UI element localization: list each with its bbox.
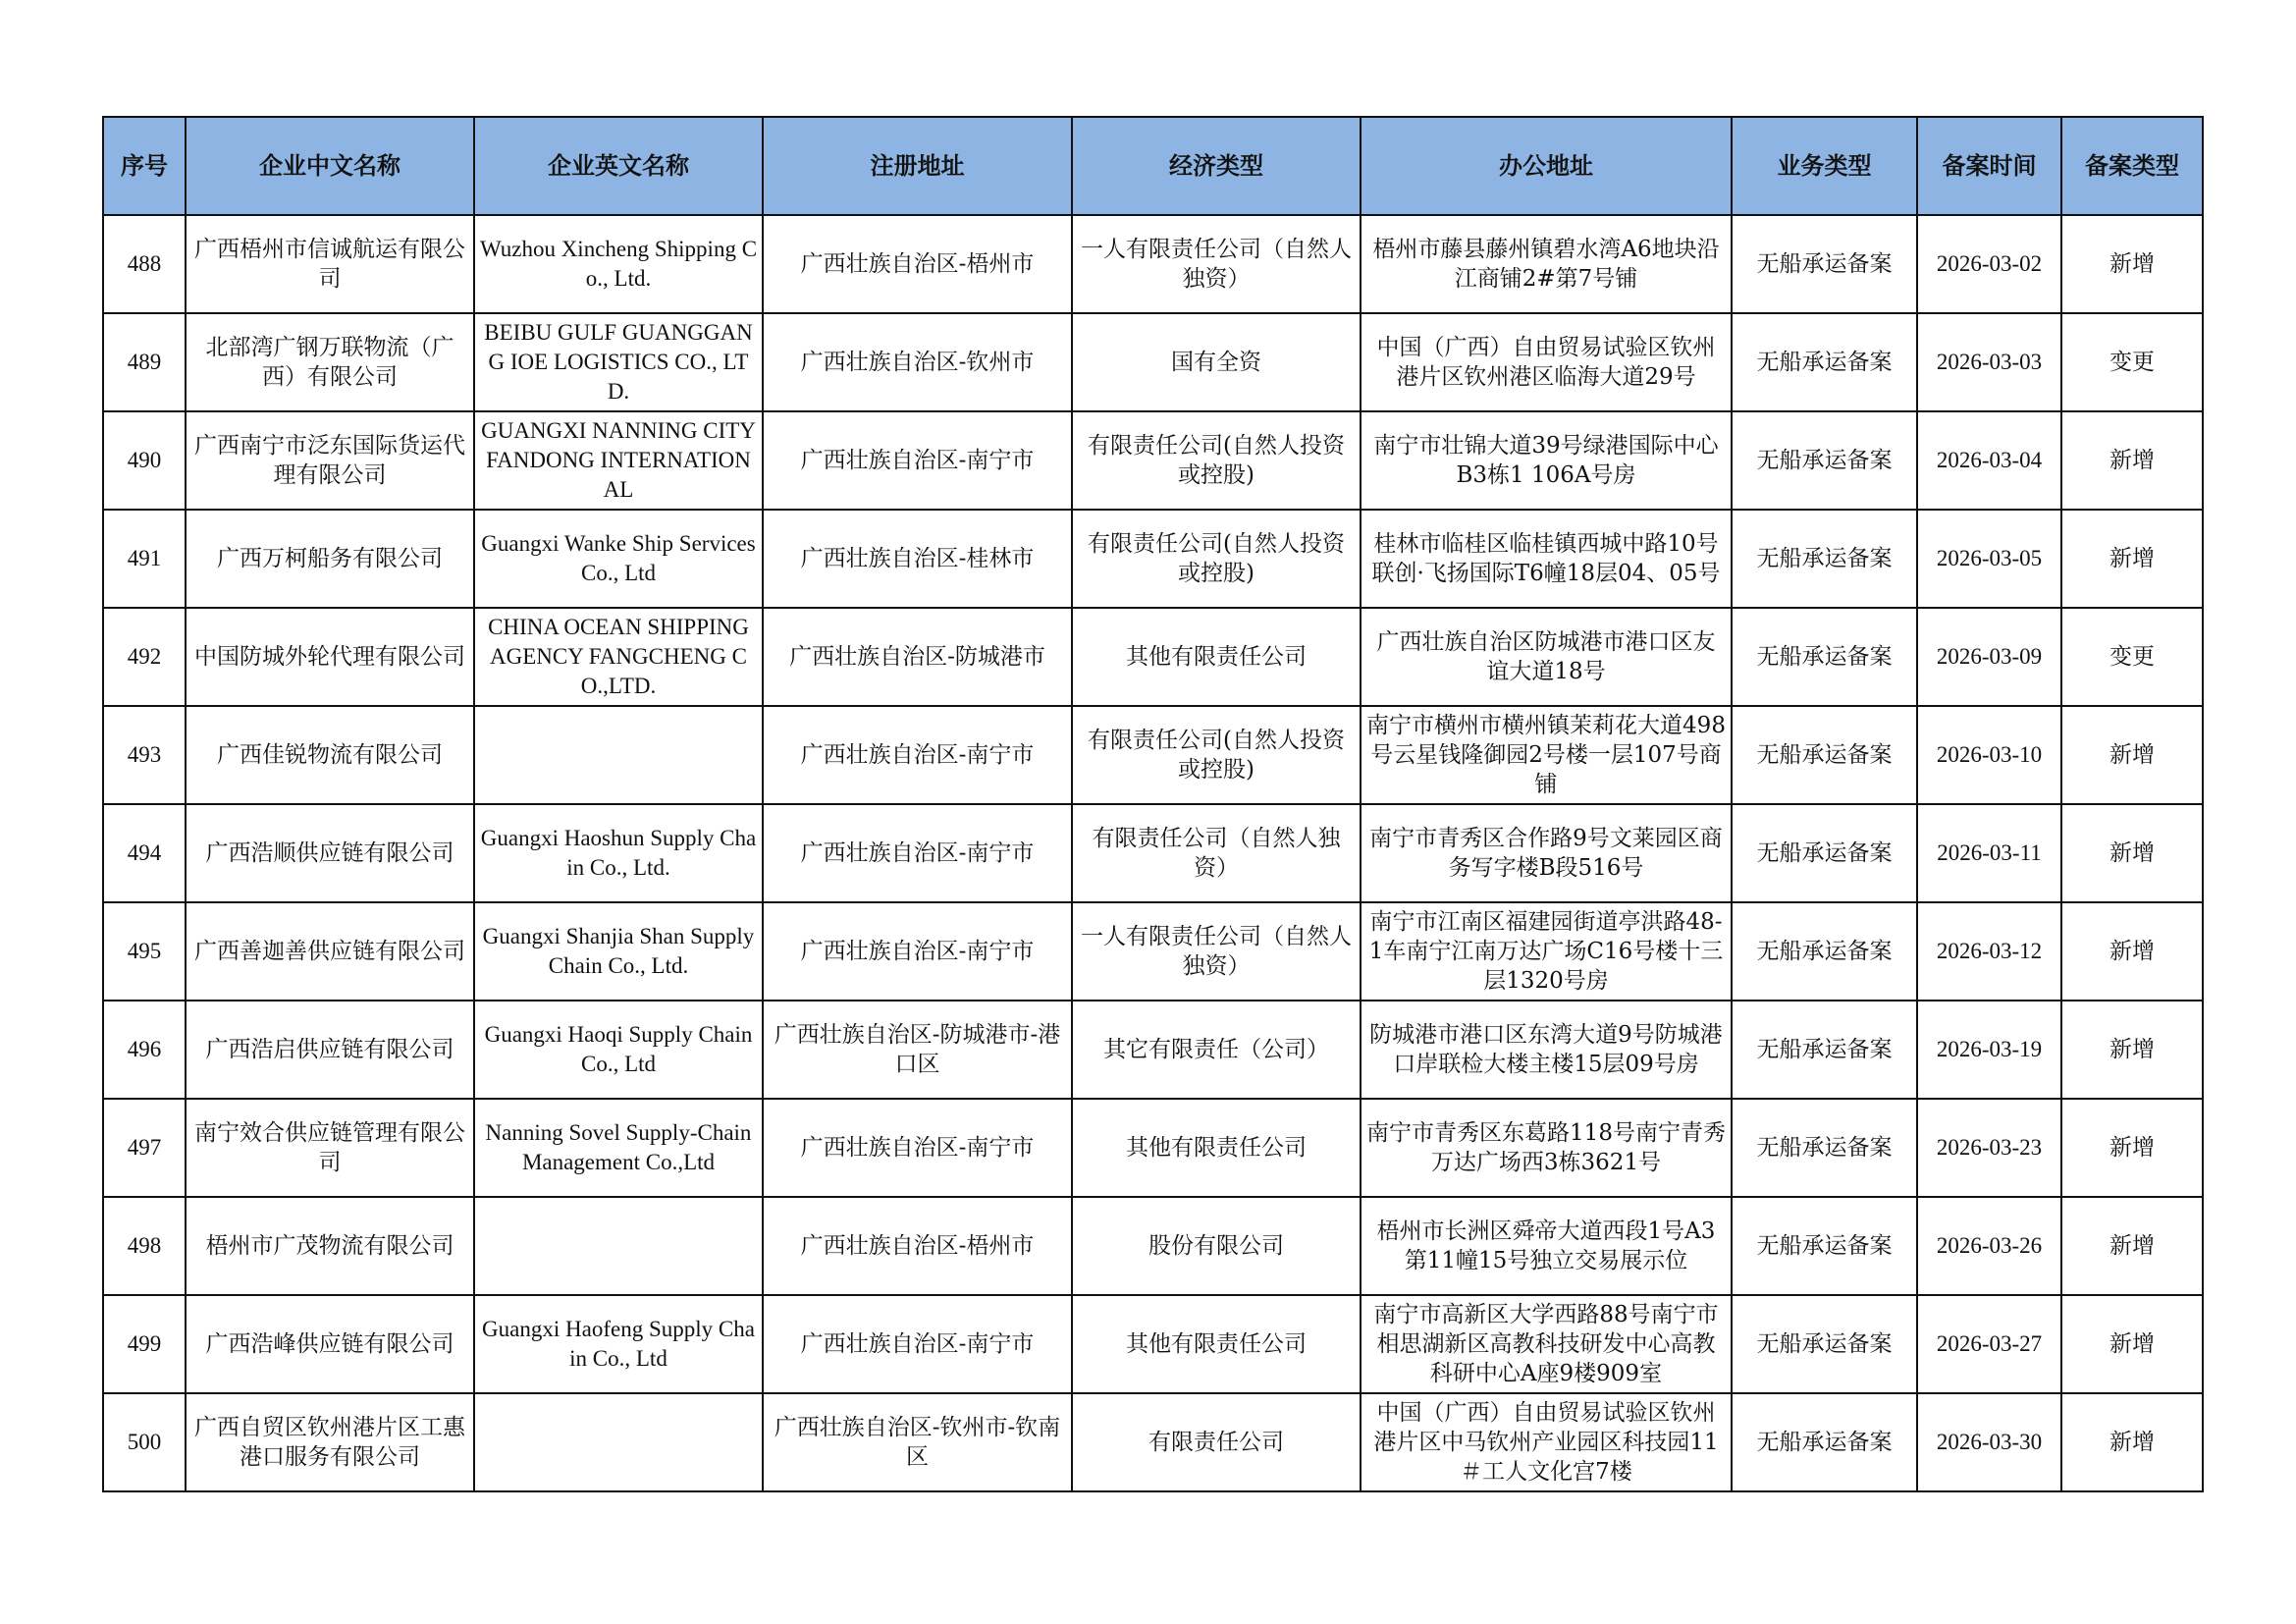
- cell-filing-date: 2026-03-30: [1917, 1393, 2061, 1491]
- cell-business-type: 无船承运备案: [1732, 510, 1917, 608]
- table-row: [103, 608, 2203, 706]
- cell-company-cn: 广西佳锐物流有限公司: [186, 706, 474, 804]
- cell-economic-type: 一人有限责任公司（自然人独资）: [1072, 215, 1361, 313]
- cell-office-address: 南宁市青秀区合作路9号文莱园区商务写字楼B段516号: [1361, 804, 1732, 902]
- cell-index: 490: [103, 411, 186, 510]
- cell-company-en: Guangxi Haoshun Supply Chain Co., Ltd.: [474, 804, 763, 902]
- cell-registered-address: 广西壮族自治区-梧州市: [763, 1197, 1072, 1295]
- cell-business-type: 无船承运备案: [1732, 1295, 1917, 1393]
- cell-filing-date: 2026-03-27: [1917, 1295, 2061, 1393]
- cell-index: 495: [103, 902, 186, 1001]
- header-filing-date: 备案时间: [1917, 117, 2061, 215]
- cell-registered-address: 广西壮族自治区-南宁市: [763, 1099, 1072, 1197]
- cell-filing-date: 2026-03-10: [1917, 706, 2061, 804]
- cell-index: 494: [103, 804, 186, 902]
- cell-company-cn: 南宁效合供应链管理有限公司: [186, 1099, 474, 1197]
- cell-business-type: 无船承运备案: [1732, 1001, 1917, 1099]
- cell-office-address: 南宁市江南区福建园街道亭洪路48-1车南宁江南万达广场C16号楼十三层1320号房: [1361, 902, 1732, 1001]
- table-row: [103, 706, 2203, 804]
- cell-filing-date: 2026-03-11: [1917, 804, 2061, 902]
- cell-filing-type: 新增: [2061, 1393, 2203, 1491]
- cell-economic-type: 其他有限责任公司: [1072, 1099, 1361, 1197]
- cell-economic-type: 国有全资: [1072, 313, 1361, 411]
- cell-economic-type: 其他有限责任公司: [1072, 608, 1361, 706]
- cell-filing-date: 2026-03-26: [1917, 1197, 2061, 1295]
- cell-filing-type: 变更: [2061, 313, 2203, 411]
- cell-index: 496: [103, 1001, 186, 1099]
- cell-filing-date: 2026-03-05: [1917, 510, 2061, 608]
- cell-index: 489: [103, 313, 186, 411]
- cell-office-address: 中国（广西）自由贸易试验区钦州港片区钦州港区临海大道29号: [1361, 313, 1732, 411]
- table-row: [103, 215, 2203, 313]
- cell-business-type: 无船承运备案: [1732, 215, 1917, 313]
- cell-company-cn: 广西自贸区钦州港片区工惠港口服务有限公司: [186, 1393, 474, 1491]
- cell-company-cn: 广西善迦善供应链有限公司: [186, 902, 474, 1001]
- cell-filing-type: 新增: [2061, 1099, 2203, 1197]
- cell-company-en: CHINA OCEAN SHIPPING AGENCY FANGCHENG CO.,LTD.: [474, 608, 763, 706]
- cell-company-cn: 广西浩启供应链有限公司: [186, 1001, 474, 1099]
- header-row: [103, 117, 2203, 215]
- cell-company-cn: 广西南宁市泛东国际货运代理有限公司: [186, 411, 474, 510]
- table-row: [103, 313, 2203, 411]
- cell-office-address: 防城港市港口区东湾大道9号防城港口岸联检大楼主楼15层09号房: [1361, 1001, 1732, 1099]
- cell-office-address: 南宁市青秀区东葛路118号南宁青秀万达广场西3栋3621号: [1361, 1099, 1732, 1197]
- table-row: [103, 1295, 2203, 1393]
- cell-economic-type: 一人有限责任公司（自然人独资）: [1072, 902, 1361, 1001]
- cell-filing-type: 新增: [2061, 1295, 2203, 1393]
- cell-business-type: 无船承运备案: [1732, 1393, 1917, 1491]
- cell-company-cn: 广西浩峰供应链有限公司: [186, 1295, 474, 1393]
- cell-filing-type: 新增: [2061, 1197, 2203, 1295]
- cell-economic-type: 有限责任公司(自然人投资或控股): [1072, 706, 1361, 804]
- cell-business-type: 无船承运备案: [1732, 313, 1917, 411]
- cell-office-address: 南宁市高新区大学西路88号南宁市相思湖新区高教科技研发中心高教科研中心A座9楼909室: [1361, 1295, 1732, 1393]
- cell-company-en: Guangxi Haoqi Supply Chain Co., Ltd: [474, 1001, 763, 1099]
- header-office-address: 办公地址: [1361, 117, 1732, 215]
- cell-index: 500: [103, 1393, 186, 1491]
- table-body: [103, 215, 2203, 1491]
- cell-economic-type: 其他有限责任公司: [1072, 1295, 1361, 1393]
- cell-company-cn: 广西万柯船务有限公司: [186, 510, 474, 608]
- cell-company-en: Guangxi Wanke Ship Services Co., Ltd: [474, 510, 763, 608]
- header-filing-type: 备案类型: [2061, 117, 2203, 215]
- cell-business-type: 无船承运备案: [1732, 608, 1917, 706]
- table-row: [103, 411, 2203, 510]
- cell-filing-date: 2026-03-03: [1917, 313, 2061, 411]
- cell-filing-type: 新增: [2061, 411, 2203, 510]
- cell-registered-address: 广西壮族自治区-南宁市: [763, 1295, 1072, 1393]
- cell-office-address: 中国（广西）自由贸易试验区钦州港片区中马钦州产业园区科技园11＃工人文化宫7楼: [1361, 1393, 1732, 1491]
- cell-company-en: Nanning Sovel Supply-Chain Management Co.,Ltd: [474, 1099, 763, 1197]
- cell-index: 498: [103, 1197, 186, 1295]
- header-economic-type: 经济类型: [1072, 117, 1361, 215]
- cell-filing-date: 2026-03-02: [1917, 215, 2061, 313]
- cell-index: 491: [103, 510, 186, 608]
- cell-company-cn: 中国防城外轮代理有限公司: [186, 608, 474, 706]
- cell-economic-type: 有限责任公司(自然人投资或控股): [1072, 411, 1361, 510]
- cell-index: 488: [103, 215, 186, 313]
- header-business-type: 业务类型: [1732, 117, 1917, 215]
- table-row: [103, 902, 2203, 1001]
- cell-index: 492: [103, 608, 186, 706]
- cell-registered-address: 广西壮族自治区-梧州市: [763, 215, 1072, 313]
- cell-filing-type: 新增: [2061, 510, 2203, 608]
- cell-registered-address: 广西壮族自治区-南宁市: [763, 804, 1072, 902]
- table-row: [103, 1393, 2203, 1491]
- cell-economic-type: 有限责任公司: [1072, 1393, 1361, 1491]
- filing-table: [102, 116, 2204, 1492]
- cell-business-type: 无船承运备案: [1732, 902, 1917, 1001]
- cell-registered-address: 广西壮族自治区-钦州市-钦南区: [763, 1393, 1072, 1491]
- cell-office-address: 南宁市壮锦大道39号绿港国际中心B3栋1 106A号房: [1361, 411, 1732, 510]
- cell-filing-type: 新增: [2061, 804, 2203, 902]
- cell-index: 497: [103, 1099, 186, 1197]
- cell-office-address: 桂林市临桂区临桂镇西城中路10号联创·飞扬国际T6幢18层04、05号: [1361, 510, 1732, 608]
- cell-office-address: 南宁市横州市横州镇茉莉花大道498号云星钱隆御园2号楼一层107号商铺: [1361, 706, 1732, 804]
- cell-filing-type: 变更: [2061, 608, 2203, 706]
- table-row: [103, 1001, 2203, 1099]
- cell-company-en: Wuzhou Xincheng Shipping Co., Ltd.: [474, 215, 763, 313]
- header-index: 序号: [103, 117, 186, 215]
- cell-company-cn: 广西梧州市信诚航运有限公司: [186, 215, 474, 313]
- header-company-en: 企业英文名称: [474, 117, 763, 215]
- cell-registered-address: 广西壮族自治区-南宁市: [763, 411, 1072, 510]
- cell-economic-type: 其它有限责任（公司）: [1072, 1001, 1361, 1099]
- cell-business-type: 无船承运备案: [1732, 706, 1917, 804]
- cell-office-address: 广西壮族自治区防城港市港口区友谊大道18号: [1361, 608, 1732, 706]
- cell-business-type: 无船承运备案: [1732, 804, 1917, 902]
- cell-office-address: 梧州市长洲区舜帝大道西段1号A3第11幢15号独立交易展示位: [1361, 1197, 1732, 1295]
- cell-company-en: BEIBU GULF GUANGGANG IOE LOGISTICS CO., LTD.: [474, 313, 763, 411]
- cell-company-cn: 北部湾广钢万联物流（广西）有限公司: [186, 313, 474, 411]
- header-company-cn: 企业中文名称: [186, 117, 474, 215]
- table-row: [103, 804, 2203, 902]
- cell-business-type: 无船承运备案: [1732, 1197, 1917, 1295]
- cell-business-type: 无船承运备案: [1732, 411, 1917, 510]
- table-row: [103, 510, 2203, 608]
- cell-registered-address: 广西壮族自治区-钦州市: [763, 313, 1072, 411]
- cell-business-type: 无船承运备案: [1732, 1099, 1917, 1197]
- cell-company-en: Guangxi Shanjia Shan Supply Chain Co., Ltd.: [474, 902, 763, 1001]
- cell-company-cn: 广西浩顺供应链有限公司: [186, 804, 474, 902]
- table-row: [103, 1197, 2203, 1295]
- cell-economic-type: 股份有限公司: [1072, 1197, 1361, 1295]
- cell-company-cn: 梧州市广茂物流有限公司: [186, 1197, 474, 1295]
- cell-filing-type: 新增: [2061, 706, 2203, 804]
- cell-filing-type: 新增: [2061, 215, 2203, 313]
- cell-economic-type: 有限责任公司（自然人独资）: [1072, 804, 1361, 902]
- cell-company-en: [474, 706, 763, 804]
- table-row: [103, 1099, 2203, 1197]
- cell-filing-date: 2026-03-12: [1917, 902, 2061, 1001]
- cell-company-en: [474, 1197, 763, 1295]
- cell-index: 493: [103, 706, 186, 804]
- cell-filing-date: 2026-03-23: [1917, 1099, 2061, 1197]
- cell-company-en: [474, 1393, 763, 1491]
- cell-registered-address: 广西壮族自治区-南宁市: [763, 902, 1072, 1001]
- cell-filing-type: 新增: [2061, 902, 2203, 1001]
- cell-registered-address: 广西壮族自治区-防城港市: [763, 608, 1072, 706]
- cell-index: 499: [103, 1295, 186, 1393]
- cell-filing-type: 新增: [2061, 1001, 2203, 1099]
- header-registered-address: 注册地址: [763, 117, 1072, 215]
- cell-registered-address: 广西壮族自治区-桂林市: [763, 510, 1072, 608]
- cell-registered-address: 广西壮族自治区-南宁市: [763, 706, 1072, 804]
- cell-filing-date: 2026-03-04: [1917, 411, 2061, 510]
- cell-registered-address: 广西壮族自治区-防城港市-港口区: [763, 1001, 1072, 1099]
- cell-company-en: Guangxi Haofeng Supply Chain Co., Ltd: [474, 1295, 763, 1393]
- cell-filing-date: 2026-03-19: [1917, 1001, 2061, 1099]
- cell-filing-date: 2026-03-09: [1917, 608, 2061, 706]
- cell-economic-type: 有限责任公司(自然人投资或控股): [1072, 510, 1361, 608]
- cell-office-address: 梧州市藤县藤州镇碧水湾A6地块沿江商铺2#第7号铺: [1361, 215, 1732, 313]
- table-header: [103, 117, 2203, 215]
- cell-company-en: GUANGXI NANNING CITY FANDONG INTERNATIONAL: [474, 411, 763, 510]
